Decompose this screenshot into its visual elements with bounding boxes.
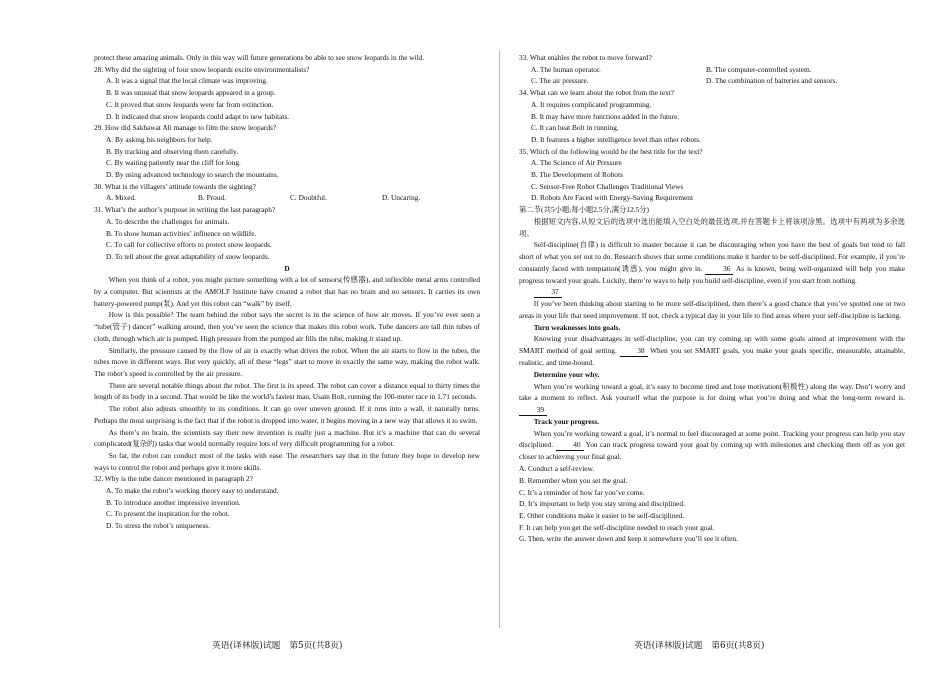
question: 30. What is the villagers’ attitude towards the sighting?: [94, 181, 256, 191]
question: 28. Why did the sighting of four snow leopards excite environmentalists?: [94, 64, 310, 74]
question: 29. How did Sakhawat Ali manage to film the snow leopards?: [94, 123, 277, 133]
answer-option: B. The Development of Robots: [531, 170, 623, 180]
answer-option: A. The Science of Air Pressure: [531, 158, 622, 168]
answer-option: D. To tell about the great adaptability of snow leopards.: [106, 251, 270, 261]
answer-option: A. It requires complicated programming.: [531, 99, 652, 109]
answer-blank: 37: [534, 287, 562, 298]
column-divider: [499, 50, 500, 628]
paragraph: If you’ve been thinking about starting to be more self-disciplined, then there’s a good chance that you’ve spotted one or two areas in your life that need improvement. If not, check a typical day in your life to find areas where your self-discipline is lacking.: [519, 299, 905, 321]
answer-option: A. It was a signal that the local climate was improving.: [106, 76, 268, 86]
text-line: protect these amazing animals. Only in this way will future generations be able to see snow leopards in the wild.: [94, 53, 425, 62]
footer-right: 英语(译林版)试题 第6页(共8页): [634, 641, 765, 651]
blank-line: [519, 286, 905, 298]
text-line: C. It’s a reminder of how far you’ve come.: [519, 487, 645, 497]
right-column: [519, 52, 905, 545]
paragraph: How is this possible? The team behind the robot says the secret is in the science of how air moves. If you’ve ever seen a “tube(管子) dancer” walking around, then you’ve seen the science that makes this robot work. Tube dancers are tall thin tubes of cloth, through which air is pumped. High pressure from the pumped air fills the tube, making it stand up.: [94, 310, 480, 343]
answer-option: D. To stress the robot’s uniqueness.: [106, 521, 210, 531]
paragraph-text: Knowing your disadvantages in self-discipline, you can try coming up with some goals aimed at improvement with the SMART method of goal setting.: [519, 334, 905, 356]
paragraph: There are several notable things about the robot. The first is its speed. The robot can cover a distance equal to thirty times the length of its body in a second. That would be like the world’s fastest man, Usain Bolt, running the 100-meter race in 1.71 seconds.: [94, 380, 480, 402]
answer-option: D. The combination of batteries and sensors.: [706, 76, 838, 86]
paragraph-text: As is known, being well-organized will help you make progress toward your goals. Luckily, there’re ways to help you build self-discipline, even if you start from nothing.: [519, 263, 905, 285]
answer-option: A. By asking his neighbors for help.: [106, 134, 213, 144]
left-column: [94, 52, 480, 532]
answer-option: D. Uncaring.: [382, 193, 421, 203]
text-line: B. Remember when you set the goal.: [519, 475, 628, 485]
answer-option: B. Proud.: [198, 193, 226, 203]
paragraph: The robot also adjusts smoothly to its conditions. It can go over uneven ground. If it runs into a wall, it naturally turns. Perhaps the most surprising is the fact that if the robot is dropped into water, it begins moving in a new way that allows it to swim.: [94, 404, 480, 425]
question: 34. What can we learn about the robot from the text?: [519, 88, 675, 98]
text-line: F. It can help you get the self-discipline needed to reach your goal.: [519, 522, 715, 532]
paragraph-text: When you’re working toward a goal, it’s easy to become tired and lose motivation(积极性) along the way. Don’t worry and take a moment to reflect. Ask yourself what the purpose is for doing what you’re doing and what the long-term reward is.: [519, 381, 905, 403]
paragraph: As there’s no brain, the scientists say their new invention is really just a machine. But it’s a machine that can do several complicated(复杂的) tasks that would normally require lots of very difficult programming for a robot.: [94, 427, 480, 449]
answer-option: B. It may have more functions added in the future.: [531, 111, 680, 121]
answer-blank: 38: [620, 346, 648, 357]
answer-option: C. The air pressure.: [531, 76, 589, 86]
paragraph: So far, the robot can conduct most of the tasks with ease. The researchers say that in the future they hope to develop new ways to control the robot and perhaps give it more skills.: [94, 450, 480, 472]
answer-blank: 36: [705, 264, 733, 275]
option-row: [94, 192, 480, 204]
paragraph: [519, 239, 905, 286]
paragraph: [519, 333, 905, 368]
paragraph: 根据短文内容,从短文后的选项中选出能填入空白处的最佳选项,并在答题卡上将该项涂黑。选项中有两项为多余选项。: [519, 216, 905, 238]
answer-option: B. By tracking and observing them carefully.: [106, 146, 239, 156]
paragraph-text: When you set SMART goals, you make your goals specific, measurable, attainable, realistic, and time-bound.: [519, 346, 905, 368]
question: 31. What’s the author’s purpose in writing the last paragraph?: [94, 205, 276, 215]
subheading: Turn weaknesses into goals.: [533, 322, 621, 332]
paragraph: When you think of a robot, you might picture something with a lot of sensors(传感器), and inflexible metal arms controlled by a computer. But scientists at the AMOLF Institute have created a robot that has no brain and no sensors. It carries its own battery-powered pump(泵). And yet this robot can “walk” by itself.: [94, 275, 480, 308]
answer-option: C. By waiting patiently near the cliff for long.: [106, 158, 241, 168]
paragraph: [519, 428, 905, 463]
text-line: A. Conduct a self-review.: [519, 464, 595, 474]
option-row: [519, 64, 905, 76]
answer-option: C. Doubtful.: [290, 193, 327, 203]
answer-option: A. To describe the challenges for animals.: [106, 216, 230, 226]
paragraph: Similarly, the pressure caused by the flow of air is exactly what drives the robot. When the air starts to flow in the tubes, the tubes move in different ways. But very quickly, all of these “legs” start to move in exactly the same way, making the robot walk. The robot’s speed is controlled by the air pressure.: [94, 345, 480, 378]
answer-blank: 39: [519, 405, 547, 416]
answer-blank: 40: [556, 440, 584, 451]
option-row: [519, 75, 905, 87]
subheading: Determine your why.: [533, 369, 600, 379]
question: 35. Which of the following would be the best title for the text?: [519, 146, 703, 156]
text-line: E. Other conditions make it easier to be self-disciplined.: [519, 510, 685, 520]
answer-option: C. To present the inspiration for the robot.: [106, 509, 230, 519]
answer-option: C. It proved that snow leopards were far from extinction.: [106, 99, 274, 109]
subheading: Track your progress.: [533, 416, 600, 426]
answer-option: B. To show human activities’ influence on wildlife.: [106, 228, 257, 238]
answer-option: C. Sensor-Free Robot Challenges Traditional Views: [531, 181, 684, 191]
paragraph: [519, 381, 905, 416]
paragraph-text: Self-discipline(自律) is difficult to master because it can be discouraging when you have the best of goals but tend to fall short of what you set out to do. Research shows that some conditions make it harder to be self-disciplined. For example, if you’re constantly faced with temptation(诱惑), you might give in.: [519, 240, 905, 273]
text-line: G. Then, write the answer down and keep it somewhere you’ll see it often.: [519, 534, 738, 544]
answer-option: C. To call for collective efforts to protect snow leopards.: [106, 240, 272, 250]
question: 32. Why is the tube dancer mentioned in paragraph 2?: [94, 474, 253, 484]
answer-option: D. By using advanced technology to search the mountains.: [106, 170, 279, 180]
question: 第二节(共5小题;每小题2.5分,满分12.5分): [519, 205, 649, 215]
question: 33. What enables the robot to move forward?: [519, 53, 652, 62]
answer-option: D. It features a higher intelligence level than other robots.: [531, 134, 701, 144]
text-line: D. It’s important to help you stay strong and disciplined.: [519, 499, 685, 509]
section-heading: D: [284, 263, 290, 273]
answer-option: A. Mixed.: [106, 193, 136, 203]
answer-option: A. The human operator.: [531, 64, 601, 74]
answer-option: D. Robots Are Faced with Energy-Saving Requirement: [531, 193, 694, 203]
answer-option: A. To make the robot’s working theory easy to understand.: [106, 486, 279, 496]
answer-option: C. It can beat Bolt in running.: [531, 123, 619, 133]
answer-option: D. It indicated that snow leopards could adapt to new habitats.: [106, 111, 290, 121]
paragraph-text: When you’re working toward a goal, it’s normal to feel discouraged at some point. Tracking your progress can help you stay disciplined.: [519, 428, 905, 450]
answer-option: B. The computer-controlled system.: [706, 64, 812, 74]
answer-option: B. It was unusual that snow leopards appeared in a group.: [106, 88, 276, 98]
paragraph-text: You can track progress toward your goal by coming up with milestones and checking them off as you get closer to achieving your final goal.: [519, 440, 906, 462]
answer-option: B. To introduce another impressive invention.: [106, 497, 241, 507]
footer-left: 英语(译林版)试题 第5页(共8页): [212, 641, 343, 651]
